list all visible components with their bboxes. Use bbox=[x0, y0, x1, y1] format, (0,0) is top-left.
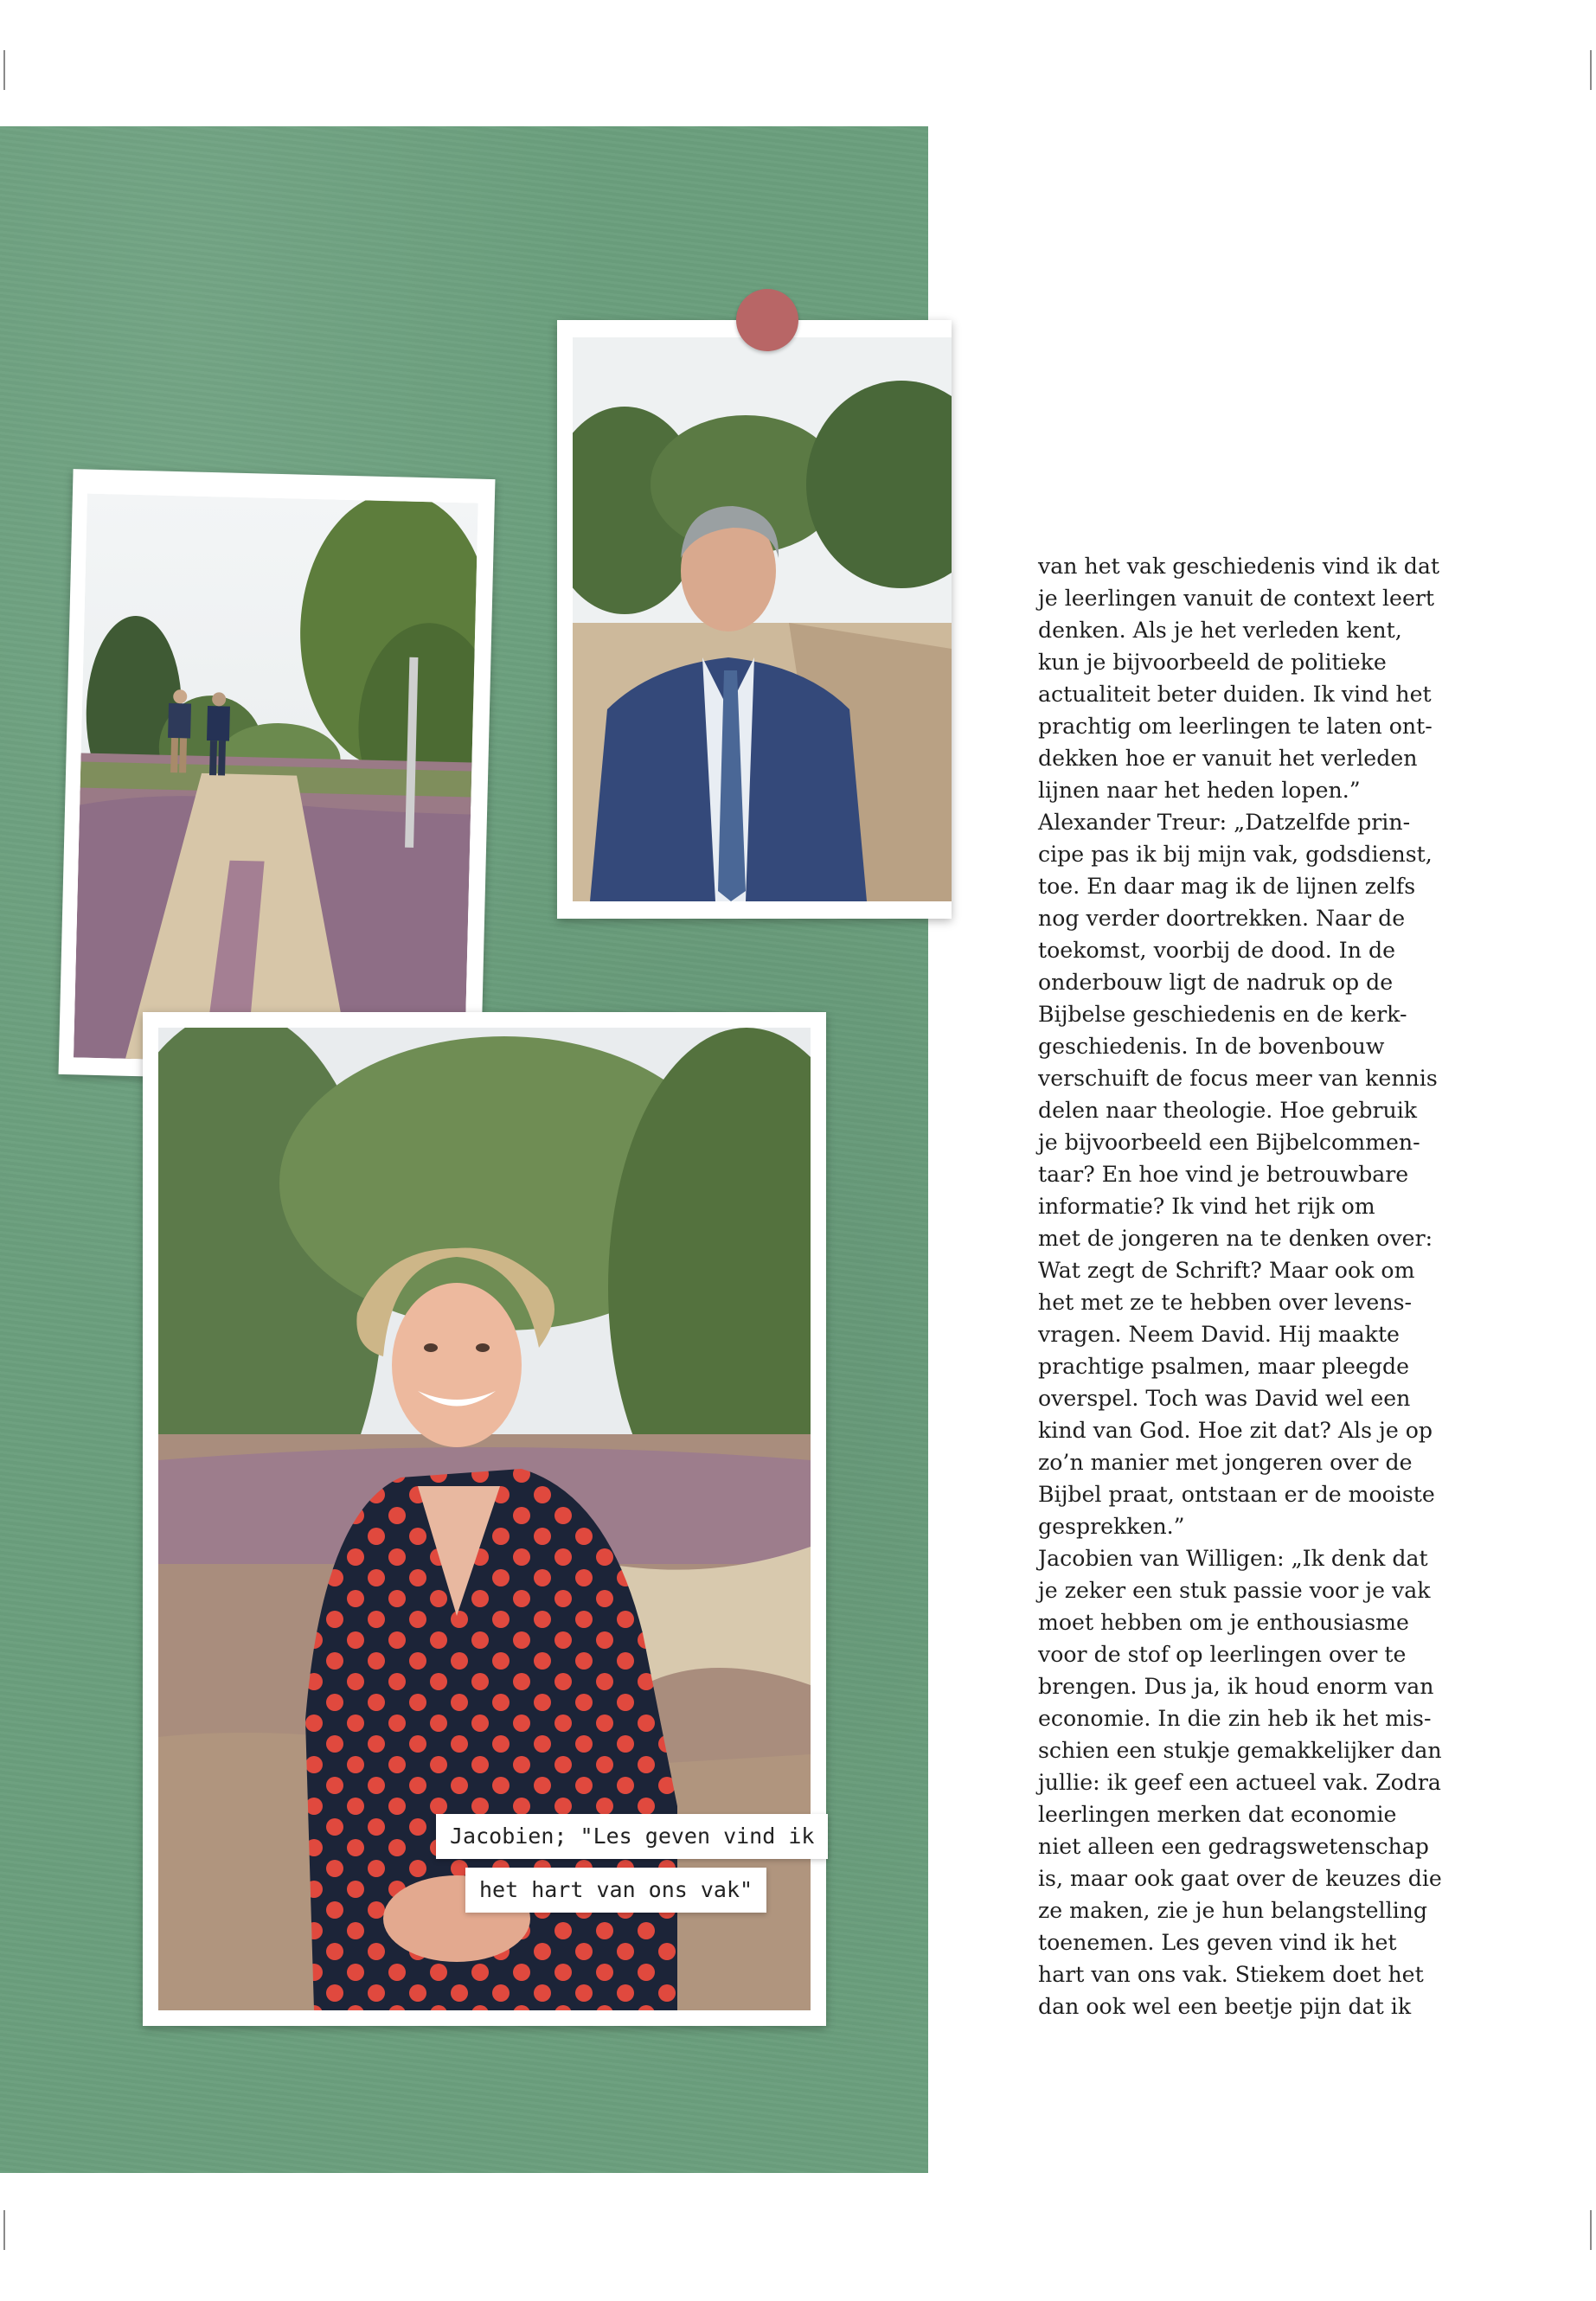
body-line: Wat zegt de Schrift? Maar ook om bbox=[1038, 1258, 1415, 1283]
body-line: taar? En hoe vind je betrouwbare bbox=[1038, 1162, 1409, 1187]
body-line: van het vak geschiedenis vind ik dat bbox=[1038, 554, 1439, 579]
body-line: zo’n manier met jongeren over de bbox=[1038, 1450, 1413, 1475]
photo-frame-walking bbox=[59, 469, 496, 1085]
body-line: lijnen naar het heden lopen.” bbox=[1038, 778, 1361, 803]
body-line: ze maken, zie je hun belangstelling bbox=[1038, 1898, 1428, 1923]
body-line: kun je bijvoorbeeld de politieke bbox=[1038, 650, 1387, 675]
body-line: informatie? Ik vind het rijk om bbox=[1038, 1194, 1375, 1219]
body-line: leerlingen merken dat economie bbox=[1038, 1802, 1397, 1827]
body-line: voor de stof op leerlingen over te bbox=[1038, 1642, 1407, 1667]
body-line: gesprekken.” bbox=[1038, 1514, 1185, 1539]
caption-line-1: Jacobien; "Les geven vind ik bbox=[436, 1814, 828, 1859]
body-line: cipe pas ik bij mijn vak, godsdienst, bbox=[1038, 842, 1433, 867]
body-line: denken. Als je het verleden kent, bbox=[1038, 618, 1402, 643]
body-line: prachtig om leerlingen te laten ont- bbox=[1038, 714, 1433, 739]
photo-man-in-suit bbox=[573, 337, 952, 901]
body-line: het met ze te hebben over levens- bbox=[1038, 1290, 1413, 1315]
body-line: toenemen. Les geven vind ik het bbox=[1038, 1930, 1397, 1955]
body-line: dekken hoe er vanuit het verleden bbox=[1038, 746, 1418, 771]
body-line: overspel. Toch was David wel een bbox=[1038, 1386, 1411, 1411]
body-line: vragen. Neem David. Hij maakte bbox=[1038, 1322, 1400, 1347]
body-line: Jacobien van Willigen: „Ik denk dat bbox=[1038, 1546, 1428, 1571]
photo-woman-polka-dress bbox=[158, 1028, 811, 2010]
photo-walking-men bbox=[74, 494, 478, 1067]
body-line: dan ook wel een beetje pijn dat ik bbox=[1038, 1994, 1412, 2019]
body-line: hart van ons vak. Stiekem doet het bbox=[1038, 1962, 1424, 1987]
body-line: is, maar ook gaat over de keuzes die bbox=[1038, 1866, 1442, 1891]
body-line: met de jongeren na te denken over: bbox=[1038, 1226, 1433, 1251]
body-line: jullie: ik geef een actueel vak. Zodra bbox=[1038, 1770, 1441, 1795]
body-line: onderbouw ligt de nadruk op de bbox=[1038, 970, 1394, 995]
body-line: kind van God. Hoe zit dat? Als je op bbox=[1038, 1418, 1433, 1443]
article-body-column bbox=[1038, 550, 1471, 2022]
body-line: nog verder doortrekken. Naar de bbox=[1038, 906, 1406, 931]
crop-mark-bottom-left bbox=[3, 2210, 5, 2250]
crop-mark-top-right bbox=[1590, 50, 1592, 90]
body-line: actualiteit beter duiden. Ik vind het bbox=[1038, 682, 1432, 707]
body-line: brengen. Dus ja, ik houd enorm van bbox=[1038, 1674, 1434, 1699]
body-line: niet alleen een gedragswetenschap bbox=[1038, 1834, 1429, 1859]
body-line: economie. In die zin heb ik het mis- bbox=[1038, 1706, 1432, 1731]
body-line: geschiedenis. In de bovenbouw bbox=[1038, 1034, 1385, 1059]
pin-dot bbox=[736, 289, 798, 351]
body-line: delen naar theologie. Hoe gebruik bbox=[1038, 1098, 1418, 1123]
body-line: Bijbelse geschiedenis en de kerk- bbox=[1038, 1002, 1407, 1027]
body-line: Bijbel praat, ontstaan er de mooiste bbox=[1038, 1482, 1435, 1507]
caption-line-2: het hart van ons vak" bbox=[465, 1868, 766, 1913]
photo-frame-man bbox=[557, 320, 952, 919]
body-line: schien een stukje gemakkelijker dan bbox=[1038, 1738, 1442, 1763]
crop-mark-top-left bbox=[3, 50, 5, 90]
body-line: je bijvoorbeeld een Bijbelcommen- bbox=[1038, 1130, 1420, 1155]
body-line: prachtige psalmen, maar pleegde bbox=[1038, 1354, 1409, 1379]
body-line: moet hebben om je enthousiasme bbox=[1038, 1610, 1409, 1635]
body-line: je zeker een stuk passie voor je vak bbox=[1038, 1578, 1431, 1603]
body-line: toekomst, voorbij de dood. In de bbox=[1038, 938, 1395, 963]
crop-mark-bottom-right bbox=[1590, 2210, 1592, 2250]
body-line: verschuift de focus meer van kennis bbox=[1038, 1066, 1438, 1091]
body-line: Alexander Treur: „Datzelfde prin- bbox=[1038, 810, 1411, 835]
body-line: je leerlingen vanuit de context leert bbox=[1038, 586, 1435, 611]
body-line: toe. En daar mag ik de lijnen zelfs bbox=[1038, 874, 1416, 899]
